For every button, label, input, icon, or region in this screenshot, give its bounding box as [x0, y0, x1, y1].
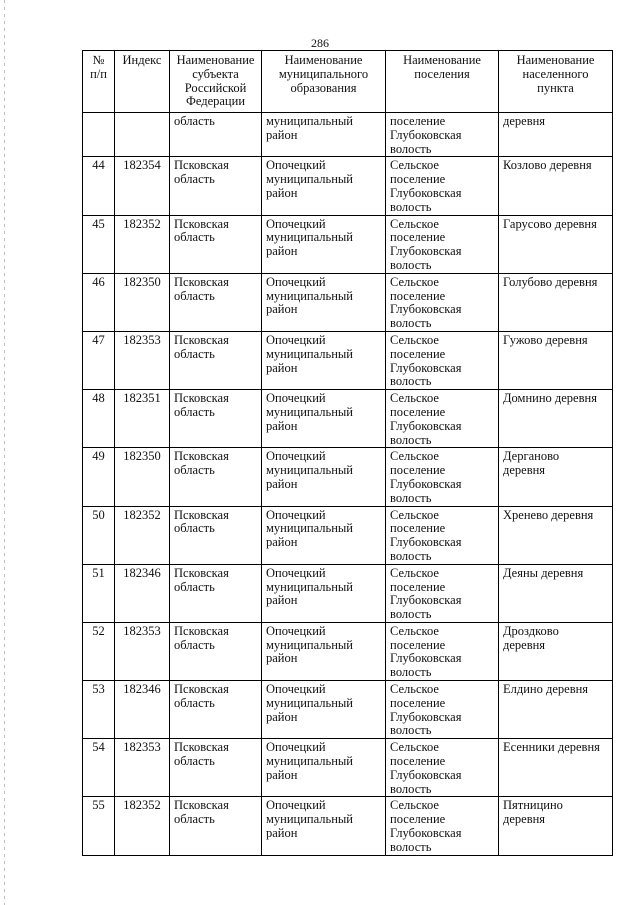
header-line: населенного: [522, 66, 589, 81]
cell-line: деревня: [503, 463, 546, 478]
cell-line: Сельское: [390, 216, 439, 231]
cell-subject: [170, 113, 262, 157]
cell-line: Гужово деревня: [503, 332, 588, 347]
cell-line: поселение: [390, 463, 446, 478]
cell-line: Опочецкий: [266, 274, 326, 289]
cell-line: Глубоковская: [390, 535, 462, 550]
cell-municipality: [262, 157, 386, 215]
cell-line: поселение: [390, 754, 446, 769]
cell-line: Глубоковская: [390, 476, 462, 491]
cell-index: 182346: [115, 681, 170, 739]
header-line: п/п: [90, 66, 107, 81]
cell-municipality: [262, 273, 386, 331]
cell-line: область: [174, 114, 215, 128]
cell-line: муниципальный: [266, 579, 353, 594]
cell-locality: [499, 622, 613, 680]
cell-subject: [170, 739, 262, 797]
cell-line: Глубоковская: [390, 127, 462, 142]
cell-index: 182350: [115, 448, 170, 506]
cell-line: Псковская: [174, 507, 229, 522]
cell-index: 182350: [115, 273, 170, 331]
cell-line: район: [266, 767, 298, 782]
cell-settlement: [386, 739, 499, 797]
header-line: субъекта: [192, 66, 239, 81]
cell-line: Пятницино: [503, 798, 563, 813]
cell-subject: [170, 273, 262, 331]
header-settlement: [386, 51, 499, 113]
cell-line: волость: [390, 141, 432, 156]
cell-line: муниципальный: [266, 463, 353, 478]
header-line: Индекс: [122, 53, 162, 67]
cell-line: Сельское: [390, 391, 439, 406]
cell-line: Псковская: [174, 158, 229, 173]
cell-line: поселение: [390, 579, 446, 594]
header-subject: [170, 51, 262, 113]
cell-line: область: [174, 521, 215, 536]
cell-line: Глубоковская: [390, 418, 462, 433]
cell-subject: [170, 797, 262, 855]
cell-line: Глубоковская: [390, 709, 462, 724]
cell-index: 182346: [115, 564, 170, 622]
cell-municipality: [262, 331, 386, 389]
cell-line: Домнино деревня: [503, 391, 597, 406]
cell-line: Псковская: [174, 798, 229, 813]
table-row: [83, 390, 613, 448]
cell-subject: [170, 622, 262, 680]
header-line: пункта: [537, 80, 574, 95]
cell-line: Опочецкий: [266, 682, 326, 697]
cell-settlement: [386, 622, 499, 680]
cell-municipality: [262, 681, 386, 739]
cell-settlement: [386, 797, 499, 855]
cell-line: Глубоковская: [390, 360, 462, 375]
cell-line: область: [174, 579, 215, 594]
cell-line: Опочецкий: [266, 391, 326, 406]
cell-line: муниципальный: [266, 114, 353, 128]
table-row: [83, 564, 613, 622]
cell-line: волость: [390, 257, 432, 272]
cell-number: 51: [83, 564, 115, 622]
cell-locality: [499, 113, 613, 157]
header-line: Российской: [184, 80, 247, 95]
table-row: [83, 797, 613, 855]
cell-line: волость: [390, 548, 432, 563]
cell-settlement: [386, 506, 499, 564]
cell-locality: [499, 681, 613, 739]
cell-municipality: [262, 215, 386, 273]
cell-municipality: [262, 622, 386, 680]
cell-number: 54: [83, 739, 115, 797]
cell-index: 182353: [115, 331, 170, 389]
cell-line: Опочецкий: [266, 158, 326, 173]
cell-subject: [170, 681, 262, 739]
cell-line: Глубоковская: [390, 185, 462, 200]
cell-line: Псковская: [174, 740, 229, 755]
cell-number: 45: [83, 215, 115, 273]
cell-line: Опочецкий: [266, 216, 326, 231]
cell-line: муниципальный: [266, 521, 353, 536]
cell-subject: [170, 390, 262, 448]
cell-line: район: [266, 476, 298, 491]
cell-line: муниципальный: [266, 754, 353, 769]
cell-line: Сельское: [390, 158, 439, 173]
cell-number: 47: [83, 331, 115, 389]
cell-locality: [499, 331, 613, 389]
cell-subject: [170, 564, 262, 622]
cell-line: поселение: [390, 288, 446, 303]
header-line: Наименование: [176, 53, 255, 67]
settlements-table: [82, 50, 613, 856]
cell-number: 46: [83, 273, 115, 331]
cell-line: Псковская: [174, 565, 229, 580]
cell-municipality: [262, 739, 386, 797]
header-line: муниципального: [278, 66, 369, 81]
cell-line: поселение: [390, 695, 446, 710]
cell-settlement: [386, 681, 499, 739]
cell-line: Опочецкий: [266, 798, 326, 813]
page-number: 286: [311, 36, 329, 50]
cell-municipality: [262, 390, 386, 448]
cell-number: 44: [83, 157, 115, 215]
cell-line: муниципальный: [266, 812, 353, 827]
cell-line: Псковская: [174, 216, 229, 231]
table-row: [83, 157, 613, 215]
cell-municipality: [262, 797, 386, 855]
cell-line: район: [266, 593, 298, 608]
cell-line: район: [266, 826, 298, 841]
cell-line: Опочецкий: [266, 565, 326, 580]
cell-line: Сельское: [390, 740, 439, 755]
cell-locality: [499, 215, 613, 273]
cell-line: область: [174, 172, 215, 187]
table-header-row: [83, 51, 613, 113]
cell-line: Псковская: [174, 391, 229, 406]
cell-line: муниципальный: [266, 230, 353, 245]
cell-line: Псковская: [174, 449, 229, 464]
cell-line: волость: [390, 781, 432, 796]
cell-index: 182353: [115, 622, 170, 680]
cell-settlement: [386, 215, 499, 273]
cell-line: поселение: [390, 172, 446, 187]
cell-line: район: [266, 418, 298, 433]
cell-line: Глубоковская: [390, 767, 462, 782]
cell-line: Елдино деревня: [503, 682, 589, 697]
cell-line: поселение: [390, 521, 446, 536]
cell-municipality: [262, 448, 386, 506]
cell-subject: [170, 506, 262, 564]
table-row: [83, 506, 613, 564]
cell-line: Псковская: [174, 623, 229, 638]
cell-line: район: [266, 360, 298, 375]
cell-index: 182351: [115, 390, 170, 448]
cell-number: [83, 113, 115, 157]
cell-number: 52: [83, 622, 115, 680]
cell-locality: [499, 390, 613, 448]
cell-line: район: [266, 185, 298, 200]
table-row: [83, 622, 613, 680]
cell-number: 49: [83, 448, 115, 506]
cell-line: область: [174, 812, 215, 827]
cell-line: муниципальный: [266, 695, 353, 710]
cell-index: 182352: [115, 506, 170, 564]
cell-locality: [499, 564, 613, 622]
table-row: [83, 273, 613, 331]
cell-line: Сельское: [390, 682, 439, 697]
cell-index: 182352: [115, 215, 170, 273]
cell-line: Глубоковская: [390, 302, 462, 317]
header-line: поселения: [414, 66, 470, 81]
cell-line: Псковская: [174, 274, 229, 289]
cell-settlement: [386, 390, 499, 448]
header-line: Наименование: [516, 53, 595, 67]
cell-line: Хренево деревня: [503, 507, 594, 522]
cell-line: Опочецкий: [266, 507, 326, 522]
cell-line: Дерганово: [503, 449, 560, 464]
cell-line: Глубоковская: [390, 826, 462, 841]
cell-line: Голубово деревня: [503, 274, 598, 289]
table-row: [83, 681, 613, 739]
cell-line: район: [266, 302, 298, 317]
cell-line: Глубоковская: [390, 593, 462, 608]
cell-locality: [499, 506, 613, 564]
cell-index: 182354: [115, 157, 170, 215]
header-line: Федерации: [185, 94, 246, 109]
cell-line: муниципальный: [266, 346, 353, 361]
cell-line: волость: [390, 607, 432, 622]
cell-line: Дроздково: [503, 623, 559, 638]
cell-settlement: [386, 113, 499, 157]
cell-line: поселение: [390, 637, 446, 652]
cell-line: Псковская: [174, 682, 229, 697]
cell-number: 48: [83, 390, 115, 448]
cell-line: область: [174, 754, 215, 769]
cell-municipality: [262, 564, 386, 622]
cell-municipality: [262, 113, 386, 157]
cell-locality: [499, 448, 613, 506]
cell-line: поселение: [390, 812, 446, 827]
header-line: Наименование: [284, 53, 363, 67]
cell-line: волость: [390, 490, 432, 505]
cell-line: Глубоковская: [390, 244, 462, 259]
cell-line: Опочецкий: [266, 740, 326, 755]
cell-subject: [170, 215, 262, 273]
header-line: образования: [290, 80, 357, 95]
table-row: [83, 331, 613, 389]
header-locality: [499, 51, 613, 113]
cell-subject: [170, 448, 262, 506]
cell-line: Деяны деревня: [503, 565, 584, 580]
cell-locality: [499, 739, 613, 797]
cell-line: поселение: [390, 114, 446, 128]
cell-locality: [499, 273, 613, 331]
continuation-row: [83, 113, 613, 157]
cell-line: Опочецкий: [266, 332, 326, 347]
cell-line: волость: [390, 665, 432, 680]
cell-line: район: [266, 651, 298, 666]
cell-line: Сельское: [390, 798, 439, 813]
header-line: №: [92, 53, 105, 67]
cell-line: муниципальный: [266, 288, 353, 303]
cell-line: район: [266, 535, 298, 550]
cell-number: 53: [83, 681, 115, 739]
cell-line: Опочецкий: [266, 449, 326, 464]
header-municipality: [262, 51, 386, 113]
cell-line: Гарусово деревня: [503, 216, 597, 231]
cell-settlement: [386, 157, 499, 215]
cell-municipality: [262, 506, 386, 564]
cell-line: волость: [390, 316, 432, 331]
cell-subject: [170, 157, 262, 215]
cell-line: область: [174, 404, 215, 419]
cell-index: 182352: [115, 797, 170, 855]
cell-line: район: [266, 244, 298, 259]
cell-settlement: [386, 448, 499, 506]
cell-line: Сельское: [390, 332, 439, 347]
header-index: [115, 51, 170, 113]
header-number: [83, 51, 115, 113]
cell-line: Опочецкий: [266, 623, 326, 638]
cell-line: поселение: [390, 230, 446, 245]
cell-line: Псковская: [174, 332, 229, 347]
cell-line: область: [174, 695, 215, 710]
cell-line: деревня: [503, 812, 546, 827]
cell-line: муниципальный: [266, 404, 353, 419]
cell-line: область: [174, 288, 215, 303]
cell-line: область: [174, 463, 215, 478]
cell-line: Сельское: [390, 623, 439, 638]
cell-line: волость: [390, 839, 432, 854]
cell-line: поселение: [390, 346, 446, 361]
cell-number: 50: [83, 506, 115, 564]
cell-line: волость: [390, 374, 432, 389]
cell-line: область: [174, 230, 215, 245]
cell-line: Сельское: [390, 274, 439, 289]
header-line: Наименование: [403, 53, 481, 67]
cell-line: поселение: [390, 404, 446, 419]
cell-locality: [499, 157, 613, 215]
cell-settlement: [386, 331, 499, 389]
cell-line: деревня: [503, 637, 546, 652]
cell-line: район: [266, 709, 298, 724]
cell-subject: [170, 331, 262, 389]
cell-line: волость: [390, 723, 432, 738]
table-row: [83, 215, 613, 273]
cell-line: волость: [390, 199, 432, 214]
cell-line: муниципальный: [266, 172, 353, 187]
cell-line: Сельское: [390, 449, 439, 464]
cell-line: область: [174, 346, 215, 361]
cell-index: 182353: [115, 739, 170, 797]
cell-line: волость: [390, 432, 432, 447]
cell-line: Козлово деревня: [503, 158, 592, 173]
cell-settlement: [386, 564, 499, 622]
cell-line: деревня: [503, 114, 546, 128]
table-row: [83, 739, 613, 797]
table-row: [83, 448, 613, 506]
cell-line: Есенники деревня: [503, 740, 600, 755]
cell-line: район: [266, 127, 298, 142]
cell-line: Глубоковская: [390, 651, 462, 666]
scan-edge: [4, 0, 5, 905]
cell-line: Сельское: [390, 565, 439, 580]
cell-locality: [499, 797, 613, 855]
cell-number: 55: [83, 797, 115, 855]
cell-line: область: [174, 637, 215, 652]
cell-line: Сельское: [390, 507, 439, 522]
cell-settlement: [386, 273, 499, 331]
cell-line: муниципальный: [266, 637, 353, 652]
cell-index: [115, 113, 170, 157]
